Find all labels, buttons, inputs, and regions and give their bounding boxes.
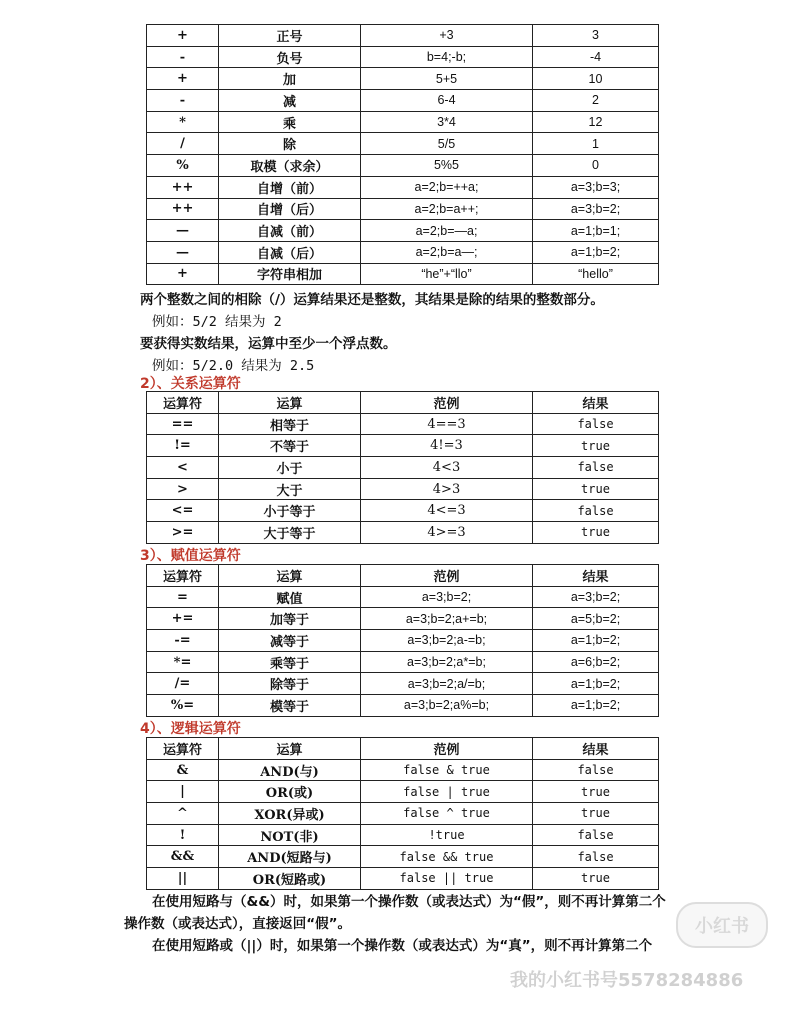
- result-cell: true: [533, 478, 659, 500]
- example-cell: !true: [361, 824, 533, 846]
- table-row: [147, 413, 659, 435]
- operation-cell: 加: [219, 68, 361, 90]
- operator-cell: &: [147, 759, 219, 781]
- header-operation: 运算: [219, 392, 361, 414]
- example-cell: a=3;b=2;a-=b;: [361, 630, 533, 652]
- table-row: [147, 651, 659, 673]
- example-cell: 6-4: [361, 90, 533, 112]
- operation-cell: 乘: [219, 111, 361, 133]
- table-row: [147, 759, 659, 781]
- operator-cell: %=: [147, 695, 219, 717]
- result-cell: a=1;b=1;: [533, 220, 659, 242]
- result-cell: a=1;b=2;: [533, 673, 659, 695]
- table-row: [147, 46, 659, 68]
- example-cell: false || true: [361, 868, 533, 890]
- operator-cell: ==: [147, 413, 219, 435]
- table-row: [147, 155, 659, 177]
- example-cell: 4>3: [361, 478, 533, 500]
- operator-cell: >=: [147, 522, 219, 544]
- result-cell: a=1;b=2;: [533, 630, 659, 652]
- example-cell: 4!=3: [361, 435, 533, 457]
- result-cell: false: [533, 457, 659, 479]
- header-operation: 运算: [219, 738, 361, 760]
- table-row: [147, 457, 659, 479]
- short-circuit-or-note: 在使用短路或（||）时，如果第一个操作数（或表达式）为“真”，则不再计算第二个: [152, 938, 653, 954]
- operation-cell: 小于: [219, 457, 361, 479]
- operator-cell: ||: [147, 868, 219, 890]
- result-cell: a=1;b=2;: [533, 241, 659, 263]
- operator-cell: +: [147, 263, 219, 285]
- result-cell: true: [533, 868, 659, 890]
- result-cell: -4: [533, 46, 659, 68]
- operator-cell: +=: [147, 608, 219, 630]
- header-example: 范例: [361, 738, 533, 760]
- result-cell: false: [533, 413, 659, 435]
- table-row: [147, 586, 659, 608]
- result-cell: 10: [533, 68, 659, 90]
- table-row: [147, 608, 659, 630]
- operator-cell: -: [147, 90, 219, 112]
- header-result: 结果: [533, 392, 659, 414]
- float-example: 例如：5/2.0 结果为 2.5: [152, 358, 315, 374]
- watermark-account: 我的小红书号5578284886: [510, 970, 744, 991]
- operator-cell: <=: [147, 500, 219, 522]
- result-cell: 0: [533, 155, 659, 177]
- operator-cell: ++: [147, 176, 219, 198]
- result-cell: false: [533, 500, 659, 522]
- operation-cell: 正号: [219, 25, 361, 47]
- section-heading-assignment: 3）、赋值运算符: [140, 548, 241, 564]
- example-cell: 4<3: [361, 457, 533, 479]
- table-row: [147, 630, 659, 652]
- operator-cell: ++: [147, 198, 219, 220]
- example-cell: false && true: [361, 846, 533, 868]
- example-cell: false | true: [361, 781, 533, 803]
- example-cell: 5/5: [361, 133, 533, 155]
- operation-cell: 除: [219, 133, 361, 155]
- integer-division-note: 两个整数之间的相除（/）运算结果还是整数，其结果是除的结果的整数部分。: [140, 292, 604, 308]
- operation-cell: 自减（后）: [219, 241, 361, 263]
- table-row: [147, 522, 659, 544]
- operation-cell: AND(与): [219, 759, 361, 781]
- table-row: [147, 868, 659, 890]
- result-cell: false: [533, 824, 659, 846]
- operation-cell: XOR(异或): [219, 803, 361, 825]
- table-row: [147, 695, 659, 717]
- result-cell: 1: [533, 133, 659, 155]
- operation-cell: 小于等于: [219, 500, 361, 522]
- operation-cell: OR(或): [219, 781, 361, 803]
- short-circuit-and-note-cont: 操作数（或表达式），直接返回“假”。: [124, 916, 351, 932]
- float-note: 要获得实数结果，运算中至少一个浮点数。: [140, 336, 397, 352]
- table-row: [147, 673, 659, 695]
- example-cell: false ^ true: [361, 803, 533, 825]
- result-cell: a=6;b=2;: [533, 651, 659, 673]
- operation-cell: 取模（求余）: [219, 155, 361, 177]
- operator-cell: <: [147, 457, 219, 479]
- integer-division-example: 例如：5/2 结果为 2: [152, 314, 282, 330]
- table-row: [147, 824, 659, 846]
- operator-cell: *=: [147, 651, 219, 673]
- operation-cell: 减: [219, 90, 361, 112]
- example-cell: a=3;b=2;a%=b;: [361, 695, 533, 717]
- header-operation: 运算: [219, 565, 361, 587]
- operator-cell: !: [147, 824, 219, 846]
- table-row: [147, 68, 659, 90]
- header-operator: 运算符: [147, 565, 219, 587]
- operator-cell: =: [147, 586, 219, 608]
- example-cell: a=3;b=2;a+=b;: [361, 608, 533, 630]
- operator-cell: !=: [147, 435, 219, 457]
- operation-cell: 字符串相加: [219, 263, 361, 285]
- watermark-stamp: 小红书: [676, 902, 768, 948]
- arithmetic-operators-table: [146, 24, 659, 285]
- example-cell: a=2;b=a—;: [361, 241, 533, 263]
- example-cell: 4<=3: [361, 500, 533, 522]
- operation-cell: 自增（后）: [219, 198, 361, 220]
- result-cell: 2: [533, 90, 659, 112]
- table-row: [147, 846, 659, 868]
- result-cell: 12: [533, 111, 659, 133]
- header-row: [147, 738, 659, 760]
- short-circuit-and-note: 在使用短路与（&&）时，如果第一个操作数（或表达式）为“假”，则不再计算第二个: [152, 894, 666, 910]
- operation-cell: 大于等于: [219, 522, 361, 544]
- table-row: [147, 25, 659, 47]
- result-cell: a=1;b=2;: [533, 695, 659, 717]
- operator-cell: ^: [147, 803, 219, 825]
- operator-cell: -: [147, 46, 219, 68]
- result-cell: 3: [533, 25, 659, 47]
- operator-cell: /=: [147, 673, 219, 695]
- example-cell: 4==3: [361, 413, 533, 435]
- result-cell: false: [533, 759, 659, 781]
- operator-cell: *: [147, 111, 219, 133]
- operation-cell: 除等于: [219, 673, 361, 695]
- operator-cell: —: [147, 220, 219, 242]
- example-cell: 5%5: [361, 155, 533, 177]
- header-row: [147, 392, 659, 414]
- table-row: [147, 133, 659, 155]
- operation-cell: 模等于: [219, 695, 361, 717]
- result-cell: true: [533, 522, 659, 544]
- result-cell: true: [533, 803, 659, 825]
- operator-cell: -=: [147, 630, 219, 652]
- example-cell: a=2;b=++a;: [361, 176, 533, 198]
- table-row: [147, 435, 659, 457]
- table-row: [147, 263, 659, 285]
- example-cell: 3*4: [361, 111, 533, 133]
- result-cell: a=3;b=2;: [533, 198, 659, 220]
- operator-cell: +: [147, 25, 219, 47]
- example-cell: +3: [361, 25, 533, 47]
- example-cell: a=2;b=—a;: [361, 220, 533, 242]
- example-cell: b=4;-b;: [361, 46, 533, 68]
- operator-cell: |: [147, 781, 219, 803]
- result-cell: a=3;b=2;: [533, 586, 659, 608]
- operation-cell: 大于: [219, 478, 361, 500]
- operation-cell: NOT(非): [219, 824, 361, 846]
- assignment-operators-table: [146, 564, 659, 717]
- example-cell: 5+5: [361, 68, 533, 90]
- header-result: 结果: [533, 738, 659, 760]
- operation-cell: 负号: [219, 46, 361, 68]
- result-cell: true: [533, 435, 659, 457]
- example-cell: a=2;b=a++;: [361, 198, 533, 220]
- example-cell: “he”+“llo”: [361, 263, 533, 285]
- header-operator: 运算符: [147, 392, 219, 414]
- section-heading-logical: 4）、逻辑运算符: [140, 721, 241, 737]
- operator-cell: &&: [147, 846, 219, 868]
- result-cell: false: [533, 846, 659, 868]
- operation-cell: AND(短路与): [219, 846, 361, 868]
- result-cell: a=3;b=3;: [533, 176, 659, 198]
- header-row: [147, 565, 659, 587]
- operation-cell: 自减（前）: [219, 220, 361, 242]
- operation-cell: 相等于: [219, 413, 361, 435]
- operation-cell: 减等于: [219, 630, 361, 652]
- table-row: [147, 176, 659, 198]
- example-cell: a=3;b=2;a/=b;: [361, 673, 533, 695]
- example-cell: false & true: [361, 759, 533, 781]
- table-row: [147, 220, 659, 242]
- header-result: 结果: [533, 565, 659, 587]
- result-cell: true: [533, 781, 659, 803]
- result-cell: “hello”: [533, 263, 659, 285]
- operation-cell: 加等于: [219, 608, 361, 630]
- operator-cell: /: [147, 133, 219, 155]
- operation-cell: 自增（前）: [219, 176, 361, 198]
- example-cell: 4>=3: [361, 522, 533, 544]
- example-cell: a=3;b=2;: [361, 586, 533, 608]
- operator-cell: +: [147, 68, 219, 90]
- header-example: 范例: [361, 392, 533, 414]
- result-cell: a=5;b=2;: [533, 608, 659, 630]
- operator-cell: >: [147, 478, 219, 500]
- operation-cell: 赋值: [219, 586, 361, 608]
- table-row: [147, 803, 659, 825]
- operation-cell: 乘等于: [219, 651, 361, 673]
- table-row: [147, 241, 659, 263]
- table-row: [147, 478, 659, 500]
- section-heading-relational: 2）、关系运算符: [140, 376, 241, 392]
- operation-cell: 不等于: [219, 435, 361, 457]
- operator-cell: %: [147, 155, 219, 177]
- table-row: [147, 500, 659, 522]
- logical-operators-table: [146, 737, 659, 890]
- operator-cell: —: [147, 241, 219, 263]
- table-row: [147, 90, 659, 112]
- relational-operators-table: [146, 391, 659, 544]
- header-example: 范例: [361, 565, 533, 587]
- header-operator: 运算符: [147, 738, 219, 760]
- table-row: [147, 111, 659, 133]
- operation-cell: OR(短路或): [219, 868, 361, 890]
- example-cell: a=3;b=2;a*=b;: [361, 651, 533, 673]
- table-row: [147, 198, 659, 220]
- table-row: [147, 781, 659, 803]
